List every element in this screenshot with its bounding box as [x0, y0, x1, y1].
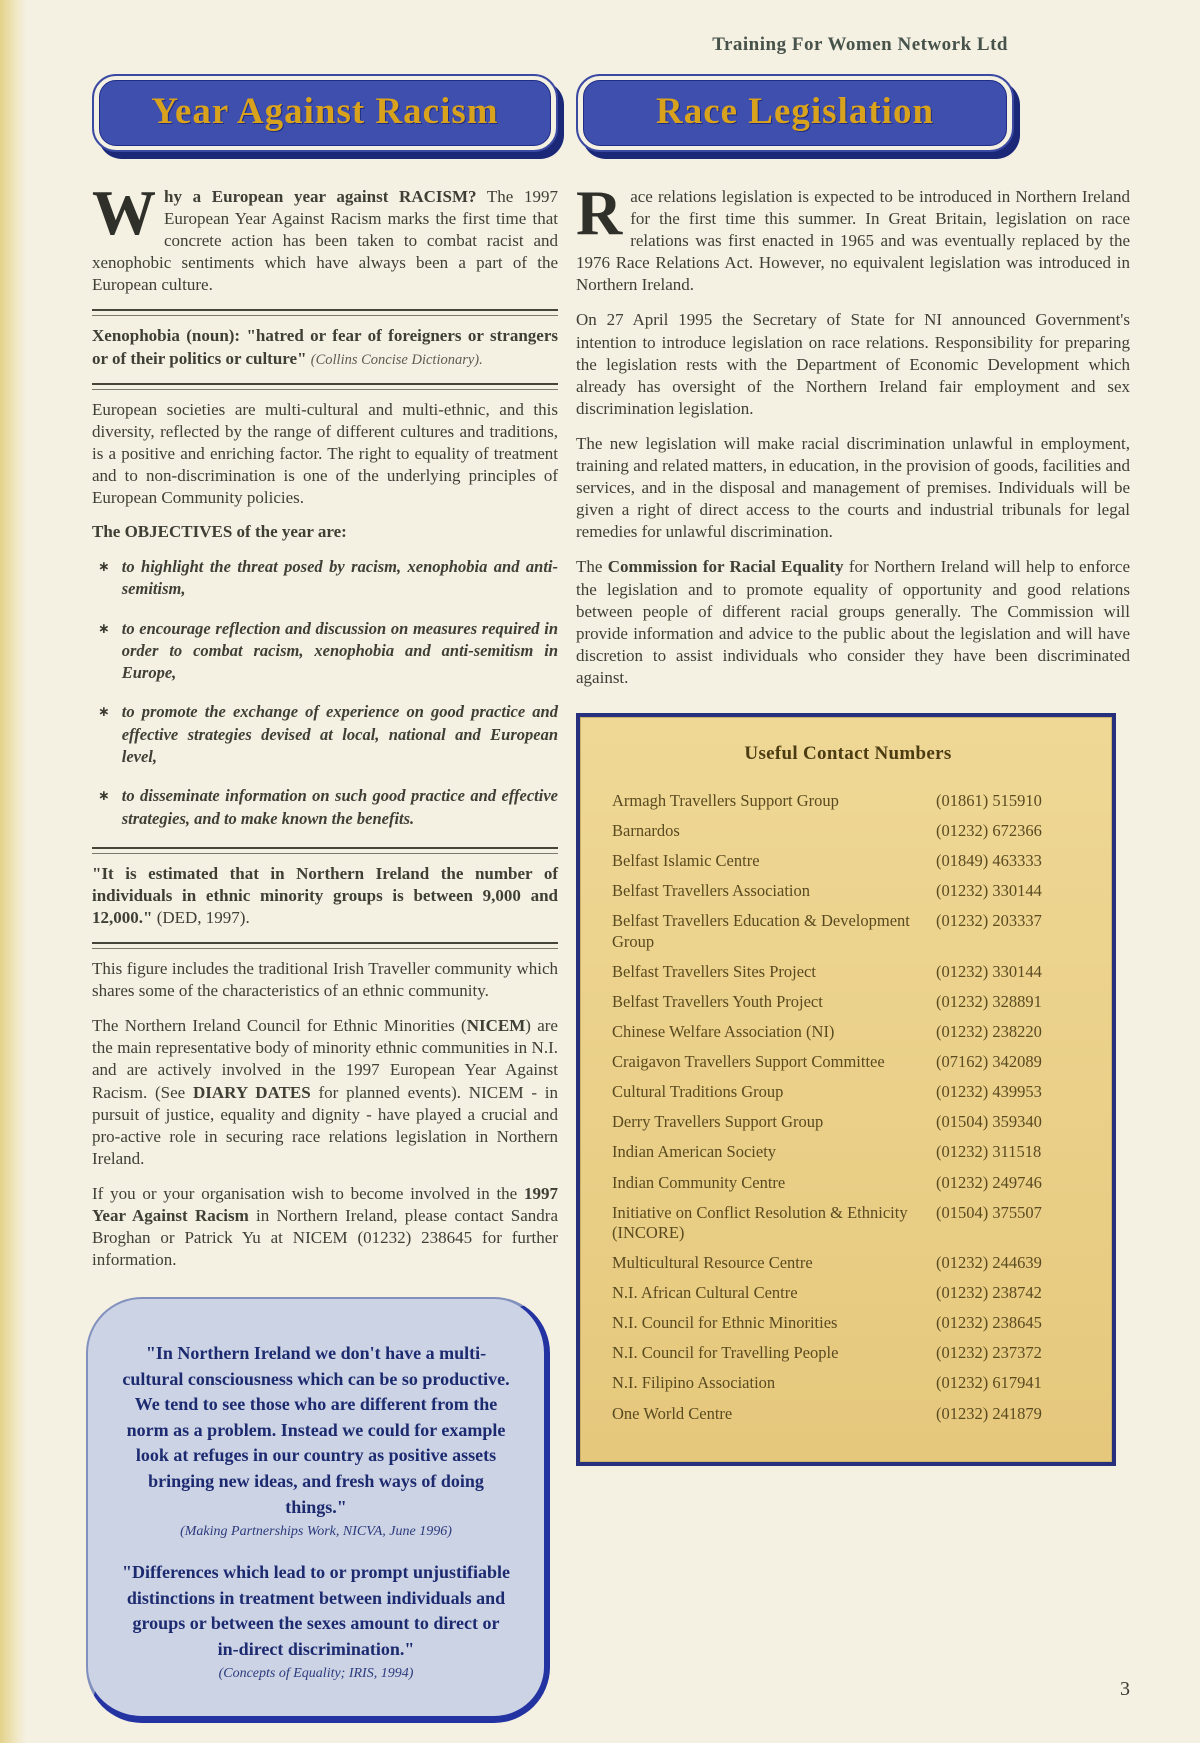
contact-name: Chinese Welfare Association (NI): [612, 1021, 835, 1041]
objective-text: to disseminate information on such good practice and effective strategies, and to make known the benefits.: [121, 786, 558, 828]
year-against-racism-banner: [92, 74, 558, 152]
contact-name: Belfast Islamic Centre: [612, 851, 760, 871]
contact-phone: (01232) 249746: [936, 1172, 1042, 1192]
table-row: [612, 1203, 1084, 1243]
table-row: [612, 881, 1084, 901]
contact-phone: (01232) 328891: [936, 991, 1042, 1011]
contact-phone: (07162) 342089: [936, 1052, 1042, 1072]
contact-name: Armagh Travellers Support Group: [612, 790, 839, 810]
bullet-icon: ∗: [98, 704, 110, 721]
table-row: [612, 1112, 1084, 1132]
objective-text: to highlight the threat posed by racism, xenophobia and anti-semitism,: [121, 557, 558, 599]
contact-name: Belfast Travellers Youth Project: [612, 991, 823, 1011]
useful-contact-numbers-table: [576, 713, 1116, 1466]
contact-name: N.I. Council for Travelling People: [612, 1343, 839, 1363]
left-column: [92, 74, 558, 1723]
table-row: [612, 1343, 1084, 1363]
race-legislation-banner: [576, 74, 1014, 152]
contact-name: Indian Community Centre: [612, 1172, 786, 1192]
table-row: [612, 1253, 1084, 1273]
page-number: 3: [1120, 1678, 1130, 1700]
contact-name: Initiative on Conflict Resolution & Ethnicity (INCORE): [612, 1202, 908, 1242]
estimate-block: "It is estimated that in Northern Ireland the number of individuals in ethnic minority groups is between 9,000 and 12,000." (DED, 1997).: [92, 863, 558, 927]
contact-phone: (01504) 375507: [936, 1202, 1042, 1222]
table-row: [612, 1052, 1084, 1072]
contact-name: N.I. African Cultural Centre: [612, 1283, 798, 1303]
commission-paragraph: The Commission for Racial Equality for Northern Ireland will help to enforce the legislation and to promote equality of opportunity and good relations between people of different racial groups generally. The Commission will provide information and advice to the public about the legislation and will have discretion to assist individuals who consider they have been discriminated against.: [576, 557, 1130, 687]
table-row: [612, 1022, 1084, 1042]
table-row: [612, 821, 1084, 841]
section-rule: [92, 383, 558, 390]
contact-name: Multicultural Resource Centre: [612, 1252, 813, 1272]
table-row: [612, 851, 1084, 871]
bullet-icon: ∗: [98, 559, 110, 576]
dropcap-w: W: [92, 177, 156, 248]
contact-name: Belfast Travellers Sites Project: [612, 961, 816, 981]
bullet-icon: ∗: [98, 788, 110, 805]
quote-citation: (Concepts of Equality; IRIS, 1994): [218, 1666, 414, 1682]
table-row: [612, 962, 1084, 982]
table-row: [612, 1173, 1084, 1193]
contact-name: Derry Travellers Support Group: [612, 1112, 824, 1132]
section-rule: [92, 942, 558, 949]
objective-item: [98, 701, 558, 768]
section-rule: [92, 309, 558, 316]
right-banner-title: Race Legislation: [655, 91, 935, 132]
intro-paragraph: [92, 177, 558, 296]
table-row: [612, 791, 1084, 811]
announcement-paragraph: On 27 April 1995 the Secretary of State for NI announced Government's intention to introduce legislation on race relations. Responsibility for preparing the legislation rests with the Department of Economic Development which already has oversight of the Northern Ireland fair employment and sex discrimination legislation.: [576, 310, 1130, 418]
dropcap-r: R: [576, 177, 623, 248]
left-banner-title: Year Against Racism: [151, 91, 499, 132]
contact-phone: (01232) 330144: [936, 881, 1042, 901]
xenophobia-definition: Xenophobia (noun): "hatred or fear of foreigners or strangers or of their politics or culture" (Collins Concise Dictionary).: [92, 326, 558, 368]
contact-phone: (01504) 359340: [936, 1112, 1042, 1132]
intro-rest: ace relations legislation is expected to be introduced in Northern Ireland for the first time this summer. In Great Britain, legislation on race relations was first enacted in 1965 and was eventually replaced by the 1976 Race Relations Act. However, no equivalent legislation was introduced in Northern Ireland.: [576, 187, 1130, 295]
contact-phone: (01861) 515910: [936, 790, 1042, 810]
table-row: [612, 992, 1084, 1012]
objective-item: [98, 785, 558, 830]
new-legislation-paragraph: The new legislation will make racial discrimination unlawful in employment, training and related matters, in education, in the provision of goods, facilities and services, and in the disposal and management of premises. Individuals will be given a right of direct access to the courts and industrial tribunals for legal remedies for unlawful discrimination.: [576, 433, 1130, 542]
table-row: [612, 1142, 1084, 1162]
contact-phone: (01232) 237372: [936, 1343, 1042, 1363]
scan-edge-shading: [0, 0, 26, 1743]
contact-name: Barnardos: [612, 821, 680, 841]
table-row: [612, 1313, 1084, 1333]
contact-phone: (01232) 244639: [936, 1252, 1042, 1272]
page-header-title: Training For Women Network Ltd: [712, 34, 1008, 55]
contact-phone: (01232) 238742: [936, 1283, 1042, 1303]
contact-phone: (01232) 439953: [936, 1082, 1042, 1102]
figure-paragraph: This figure includes the traditional Irish Traveller community which shares some of the characteristics of an ethnic community.: [92, 959, 558, 1001]
contact-phone: (01232) 241879: [936, 1403, 1042, 1423]
table-row: [612, 1373, 1084, 1393]
definition-citation: (Collins Concise Dictionary).: [310, 351, 483, 368]
quote-citation: (Making Partnerships Work, NICVA, June 1996): [180, 1524, 452, 1540]
quote-text: "In Northern Ireland we don't have a multi-cultural consciousness which can be so productive. We tend to see those who are different from the norm as a problem. Instead we could for example look at refuges in our country as positive assets bringing new ideas, and fresh ways of doing things.": [122, 1343, 510, 1517]
contact-name: Belfast Travellers Association: [612, 881, 810, 901]
table-row: [612, 1404, 1084, 1424]
contact-phone: (01232) 672366: [936, 821, 1042, 841]
diversity-paragraph: European societies are multi-cultural and multi-ethnic, and this diversity, reflected by the range of different cultures and traditions, is a positive and enriching factor. The right to equality of treatment and to non-discrimination is one of the underlying principles of European Community policies.: [92, 399, 558, 508]
objective-text: to encourage reflection and discussion on measures required in order to combat racism, xenophobia and anti-semitism in Europe,: [121, 618, 558, 683]
contact-name: Cultural Traditions Group: [612, 1082, 784, 1102]
table-row: [612, 1082, 1084, 1102]
contact-name: Indian American Society: [612, 1142, 777, 1162]
table-row: [612, 911, 1084, 951]
contact-phone: (01232) 311518: [936, 1142, 1042, 1162]
bullet-icon: ∗: [98, 620, 110, 637]
contact-phone: (01849) 463333: [936, 851, 1042, 871]
table-title: Useful Contact Numbers: [744, 742, 952, 764]
contact-phone: (01232) 617941: [936, 1373, 1042, 1393]
table-row: [612, 1283, 1084, 1303]
objectives-heading: The OBJECTIVES of the year are:: [92, 522, 347, 542]
contact-phone: (01232) 238645: [936, 1313, 1042, 1333]
get-involved-paragraph: If you or your organisation wish to become involved in the 1997 Year Against Racism in Northern Ireland, please contact Sandra Broghan or Patrick Yu at NICEM (01232) 238645 for further information.: [92, 1183, 558, 1270]
intro-rest: The 1997 European Year Against Racism marks the first time that concrete action has been taken to combat racist and xenophobic sentiments which have always been a part of the European culture.: [92, 187, 558, 295]
quote-box: [86, 1297, 550, 1723]
quote-text: "Differences which lead to or prompt unjustifiable distinctions in treatment between individuals and groups or between the sexes amount to direct or in-direct discrimination.": [122, 1562, 510, 1659]
estimate-citation: (DED, 1997).: [156, 907, 250, 927]
contact-phone: (01232) 330144: [936, 961, 1042, 981]
contact-name: Belfast Travellers Education & Development Group: [612, 911, 910, 951]
contact-name: N.I. Council for Ethnic Minorities: [612, 1313, 838, 1333]
contact-phone: (01232) 238220: [936, 1021, 1042, 1041]
objective-item: [98, 618, 558, 685]
section-rule: [92, 847, 558, 854]
contact-phone: (01232) 203337: [936, 911, 1042, 931]
contact-name: Craigavon Travellers Support Committee: [612, 1052, 885, 1072]
nicem-paragraph: The Northern Ireland Council for Ethnic Minorities (NICEM) are the main representative body of minority ethnic communities in N.I. and are actively involved in the 1997 European Year Against Racism. (See DIARY DATES for planned events). NICEM - in pursuit of justice, equality and dignity - have played a crucial and pro-active role in securing race relations legislation in Northern Ireland.: [92, 1016, 559, 1168]
objective-text: to promote the exchange of experience on good practice and effective strategies devised at local, national and European level,: [121, 702, 558, 766]
intro-paragraph: [576, 177, 1130, 296]
contact-name: One World Centre: [612, 1403, 733, 1423]
contact-name: N.I. Filipino Association: [612, 1373, 776, 1393]
objective-item: [98, 556, 558, 601]
intro-bold: hy a European year against RACISM?: [164, 187, 477, 206]
right-column: [576, 74, 1130, 1466]
